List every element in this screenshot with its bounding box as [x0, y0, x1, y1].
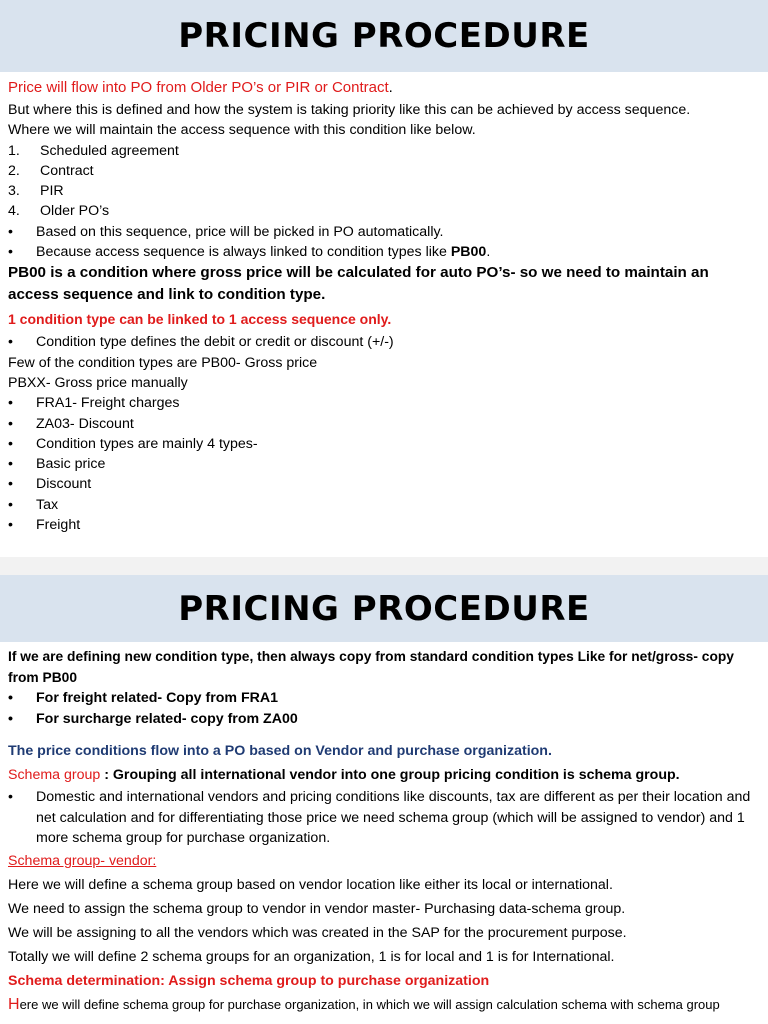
schema-line-2: We need to assign the schema group to vendor in vendor master- Purchasing data-schema group.: [8, 900, 626, 917]
schema-determination-line: [8, 969, 758, 993]
number-3: 3.: [8, 183, 20, 200]
numbered-text-4: Older PO’s: [40, 203, 110, 220]
schema-line-4: Totally we will define 2 schema groups for an organization, 1 is for local and 1 is for International.: [8, 948, 615, 965]
bullet-item-1: [8, 222, 758, 242]
bullet-glyph: •: [8, 395, 13, 412]
bullet-long-text: Domestic and international vendors and pricing conditions like discounts, tax are different as per their location and net calculation and for differentiating those price we need schema group (which will be assigned to vendor) and 1 more schema group for purchase organization.: [36, 789, 751, 846]
bullet-text-3: Condition type defines the debit or credit or discount (+/-): [36, 334, 394, 351]
bold-bullet-2: [8, 709, 758, 730]
list-item: [8, 474, 758, 494]
bullet-glyph: •: [8, 435, 13, 452]
list-item-text: Basic price: [36, 456, 106, 473]
paragraph-4: PBXX- Gross price manually: [8, 374, 188, 391]
list-item: [8, 434, 758, 454]
list-item: [8, 414, 758, 434]
numbered-item-3: [8, 181, 758, 201]
bullet-glyph: •: [8, 334, 13, 351]
number-4: 4.: [8, 203, 20, 220]
schema-group-label: Schema group: [8, 767, 105, 783]
number-2: 2.: [8, 162, 20, 179]
list-item-text: ZA03- Discount: [36, 415, 134, 432]
schema-line-3: We will be assigning to all the vendors which was created in the SAP for the procurement purpose.: [8, 924, 627, 941]
list-item-text: Tax: [36, 496, 59, 513]
bullet-glyph: •: [8, 710, 13, 727]
paragraph-3: Few of the condition types are PB00- Gross price: [8, 354, 318, 371]
bullet-item-3: [8, 332, 758, 352]
list-item-text: Freight: [36, 517, 81, 534]
numbered-item-4: [8, 201, 758, 221]
schema-group-definition: [8, 763, 758, 787]
slide-1-content: [0, 72, 768, 535]
list-item: [8, 495, 758, 515]
list-item-text: FRA1- Freight charges: [36, 395, 180, 412]
slide-2: [0, 575, 768, 1024]
list-item: [8, 515, 758, 535]
schema-line-1: Here we will define a schema group based on vendor location like either its local or international.: [8, 876, 613, 893]
list-item-text: Discount: [36, 476, 92, 493]
slide-1-title: PRICING PROCEDURE: [178, 16, 590, 56]
slide-2-title: PRICING PROCEDURE: [178, 588, 590, 629]
last-line: [8, 993, 758, 1017]
paragraph-1: But where this is defined and how the system is taking priority like this can be achieved by access sequence.: [8, 102, 691, 118]
schema-group-def-text: : Grouping all international vendor into one group pricing condition is schema group.: [104, 767, 680, 783]
paragraph-2: Where we will maintain the access sequence with this condition like below.: [8, 122, 476, 139]
bullet-glyph: •: [8, 789, 13, 805]
bullet-text-2: Because access sequence is always linked to condition types like: [36, 244, 451, 261]
bullet-glyph: •: [8, 690, 13, 706]
bullet-bold-pb00: PB00: [450, 244, 487, 261]
bullet-long: [8, 787, 758, 849]
intro-period: .: [388, 79, 393, 96]
bold-paragraph: PB00 is a condition where gross price will be calculated for auto PO’s- so we need to maintain an access sequence and link to condition type.: [8, 264, 709, 304]
bullet-item-2: [8, 242, 758, 262]
slide-2-title-bar: [0, 575, 768, 642]
schema-det-label: Schema determination:: [8, 972, 165, 989]
number-1: 1.: [8, 142, 20, 159]
copy-condition-paragraph: If we are defining new condition type, then always copy from standard condition types Like for net/gross- copy from PB00: [8, 649, 734, 685]
list-item: [8, 393, 758, 413]
bullet-glyph: •: [8, 496, 13, 513]
bold-bullet-text-2: For surcharge related- copy from ZA00: [36, 710, 298, 727]
list-item-text: Condition types are mainly 4 types-: [36, 435, 258, 452]
numbered-text-1: Scheduled agreement: [40, 142, 179, 159]
bullet-glyph: •: [8, 456, 13, 473]
bullet-glyph: •: [8, 244, 13, 261]
list-item: [8, 454, 758, 474]
numbered-text-2: Contract: [40, 162, 94, 179]
navy-line: The price conditions flow into a PO based on Vendor and purchase organization.: [8, 743, 552, 759]
bullet-glyph: •: [8, 476, 13, 493]
last-line-text: ere we will define schema group for purchase organization, in which we will assign calculation schema with schema group: [19, 996, 720, 1012]
numbered-item-1: [8, 141, 758, 161]
numbered-item-2: [8, 161, 758, 181]
bullet-period: .: [486, 244, 491, 261]
bullet-text-1: Based on this sequence, price will be picked in PO automatically.: [36, 223, 444, 240]
intro-red-text: Price will flow into PO from Older PO’s or PIR or Contract: [8, 79, 389, 96]
numbered-text-3: PIR: [40, 183, 64, 200]
bold-bullet-text-1: For freight related- Copy from FRA1: [36, 690, 278, 706]
slide-1-title-bar: [0, 0, 768, 72]
red-bold-note: 1 condition type can be linked to 1 access sequence only.: [8, 311, 392, 328]
last-first-letter: H: [8, 995, 20, 1013]
intro-line: [8, 76, 758, 100]
bullet-glyph: •: [8, 223, 13, 240]
bullet-glyph: •: [8, 415, 13, 432]
slide-2-content: [0, 642, 768, 1017]
slide-separator: [0, 557, 768, 575]
bold-bullet-1: [8, 688, 758, 709]
schema-vendor-heading: Schema group- vendor:: [8, 852, 157, 869]
schema-det-rest: Assign schema group to purchase organization: [164, 972, 490, 989]
bullet-glyph: •: [8, 517, 13, 534]
